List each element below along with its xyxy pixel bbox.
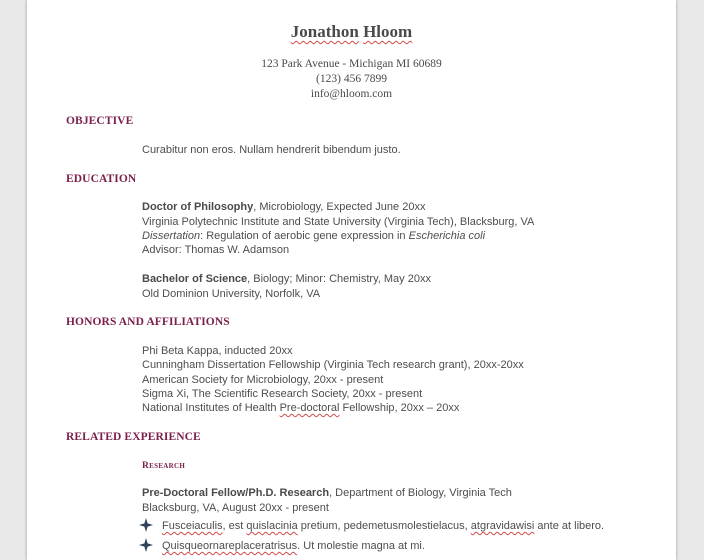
- bullet-item: [162, 520, 604, 532]
- honor-text: Fellowship, 20xx – 20xx: [339, 402, 460, 414]
- bullet-item: [162, 540, 425, 552]
- phd-degree-details: , Microbiology, Expected June 20xx: [253, 201, 426, 213]
- contact-email: info@hloom.com: [310, 88, 393, 100]
- job-location: Blacksburg, VA, August 20xx - present: [142, 502, 329, 514]
- contact-phone: (123) 456 7899: [316, 73, 387, 85]
- bs-degree: Bachelor of Science: [142, 273, 248, 285]
- phd-dissertation-line: [142, 230, 485, 242]
- dissertation-organism: Escherichia coli: [408, 230, 486, 242]
- phd-degree-line: [142, 201, 425, 213]
- four-point-star-icon: [139, 518, 155, 534]
- misspelled-word: Fusceiaculis: [162, 520, 223, 532]
- job-title-line: [142, 487, 512, 499]
- experience-subheading: Research: [142, 461, 186, 471]
- section-heading-honors: HONORS AND AFFILIATIONS: [66, 316, 230, 328]
- bullet-text: . Ut molestie magna at mi.: [297, 540, 425, 552]
- section-heading-objective: OBJECTIVE: [66, 115, 134, 127]
- bs-degree-details: , Biology; Minor: Chemistry, May 20xx: [247, 273, 431, 285]
- phd-advisor: Advisor: Thomas W. Adamson: [142, 244, 290, 256]
- job-department: , Department of Biology, Virginia Tech: [329, 487, 512, 499]
- name-last: Hloom: [363, 22, 413, 41]
- bullet-text: pretium, pedemetusmolestielacus,: [297, 520, 471, 532]
- job-title: Pre-Doctoral Fellow/Ph.D. Research: [142, 487, 330, 499]
- honor-item: [142, 402, 459, 414]
- phd-degree: Doctor of Philosophy: [142, 201, 254, 213]
- misspelled-word: Pre-doctoral: [279, 402, 340, 414]
- honor-text: National Institutes of Health: [142, 402, 280, 414]
- bullet-text: ante at libero.: [534, 520, 605, 532]
- objective-text: Curabitur non eros. Nullam hendrerit bibendum justo.: [142, 144, 401, 156]
- misspelled-word: atgravidawisi: [470, 520, 535, 532]
- honor-item: Cunningham Dissertation Fellowship (Virginia Tech research grant), 20xx-20xx: [142, 359, 524, 371]
- resume-page: [27, 0, 676, 560]
- section-heading-experience: RELATED EXPERIENCE: [66, 431, 201, 443]
- four-point-star-icon: [139, 538, 155, 554]
- misspelled-word: quislacinia: [246, 520, 298, 532]
- section-heading-education: EDUCATION: [66, 173, 137, 185]
- contact-address: 123 Park Avenue - Michigan MI 60689: [261, 58, 442, 70]
- resume-name: [27, 22, 676, 42]
- bs-school: Old Dominion University, Norfolk, VA: [142, 288, 321, 300]
- bullet-text: , est: [222, 520, 247, 532]
- name-first: Jonathon: [290, 22, 359, 41]
- bs-degree-line: [142, 273, 431, 285]
- honor-item: American Society for Microbiology, 20xx - present: [142, 374, 384, 386]
- misspelled-word: Quisqueornareplaceratrisus: [162, 540, 298, 552]
- dissertation-title: : Regulation of aerobic gene expression in: [200, 230, 409, 242]
- honor-item: Sigma Xi, The Scientific Research Society, 20xx - present: [142, 388, 423, 400]
- phd-school: Virginia Polytechnic Institute and State University (Virginia Tech), Blacksburg, VA: [142, 216, 535, 228]
- honor-item: Phi Beta Kappa, inducted 20xx: [142, 345, 293, 357]
- dissertation-label: Dissertation: [142, 230, 201, 242]
